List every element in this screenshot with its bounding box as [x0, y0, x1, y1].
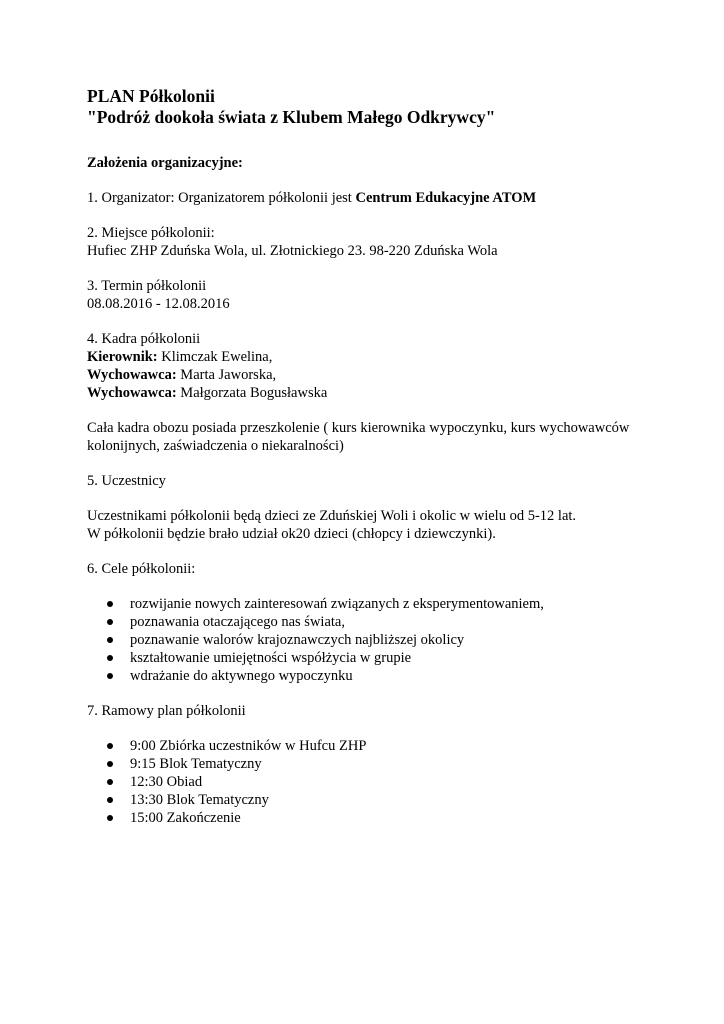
list-item: [87, 809, 687, 827]
goal-text: poznawanie walorów krajoznawczych najbliższej okolicy: [130, 632, 465, 648]
place-heading: 2. Miejsce półkolonii:: [87, 225, 215, 241]
staff-role: Wychowawca:: [87, 385, 177, 401]
bullet-icon: [107, 797, 113, 803]
place-address: Hufiec ZHP Zduńska Wola, ul. Złotnickiego 23. 98-220 Zduńska Wola: [87, 243, 498, 259]
title-line-1: PLAN Półkolonii: [87, 86, 215, 106]
staff-member: [87, 348, 687, 366]
bullet-icon: [107, 601, 113, 607]
schedule-text: 9:00 Zbiórka uczestników w Hufcu ZHP: [130, 738, 367, 754]
schedule-text: 15:00 Zakończenie: [130, 810, 241, 826]
list-item: [87, 791, 687, 809]
staff-heading: 4. Kadra półkolonii: [87, 331, 201, 347]
participants-line-1: Uczestnikami półkolonii będą dzieci ze Zduńskiej Woli i okolic w wielu od 5-12 lat.: [87, 508, 577, 524]
schedule-text: 9:15 Blok Tematyczny: [130, 756, 262, 772]
goal-text: kształtowanie umiejętności współżycia w grupie: [130, 650, 412, 666]
list-item: [87, 595, 687, 613]
goals-heading: 6. Cele półkolonii:: [87, 561, 196, 577]
bullet-icon: [107, 655, 113, 661]
staff-role: Kierownik:: [87, 349, 158, 365]
staff-note-line-1: Cała kadra obozu posiada przeszkolenie ( kurs kierownika wypoczynku, kurs wychowawców: [87, 420, 630, 436]
list-item: [87, 649, 687, 667]
organizer-line: [87, 189, 687, 207]
list-item: [87, 755, 687, 773]
schedule-heading: 7. Ramowy plan półkolonii: [87, 703, 246, 719]
document-page: [87, 86, 687, 827]
participants-heading: 5. Uczestnicy: [87, 473, 166, 489]
title-line-2: "Podróż dookoła świata z Klubem Małego Odkrywcy": [87, 107, 496, 127]
bullet-icon: [107, 761, 113, 767]
organizer-name: Centrum Edukacyjne ATOM: [355, 190, 537, 206]
goals-list: [87, 595, 687, 685]
list-item: [87, 667, 687, 685]
goal-text: wdrażanie do aktywnego wypoczynku: [130, 668, 353, 684]
staff-role: Wychowawca:: [87, 367, 177, 383]
assumptions-heading: Założenia organizacyjne:: [87, 155, 243, 171]
staff-name: Marta Jaworska,: [176, 367, 277, 383]
goal-text: rozwijanie nowych zainteresowań związanych z eksperymentowaniem,: [130, 596, 544, 612]
bullet-icon: [107, 619, 113, 625]
staff-name: Małgorzata Bogusławska: [176, 385, 328, 401]
participants-line-2: W półkolonii będzie brało udział ok20 dzieci (chłopcy i dziewczynki).: [87, 526, 496, 542]
bullet-icon: [107, 815, 113, 821]
list-item: [87, 613, 687, 631]
staff-note-line-2: kolonijnych, zaświadczenia o niekaralności): [87, 438, 344, 454]
term-heading: 3. Termin półkolonii: [87, 278, 207, 294]
list-item: [87, 631, 687, 649]
bullet-icon: [107, 779, 113, 785]
staff-member: [87, 384, 687, 402]
staff-member: [87, 366, 687, 384]
organizer-prefix: 1. Organizator: Organizatorem półkolonii jest: [87, 190, 356, 206]
schedule-text: 13:30 Blok Tematyczny: [130, 792, 269, 808]
list-item: [87, 773, 687, 791]
bullet-icon: [107, 637, 113, 643]
list-item: [87, 737, 687, 755]
schedule-text: 12:30 Obiad: [130, 774, 203, 790]
term-dates: 08.08.2016 - 12.08.2016: [87, 296, 230, 312]
goal-text: poznawania otaczającego nas świata,: [130, 614, 345, 630]
bullet-icon: [107, 743, 113, 749]
bullet-icon: [107, 673, 113, 679]
schedule-list: [87, 737, 687, 827]
staff-name: Klimczak Ewelina,: [157, 349, 273, 365]
